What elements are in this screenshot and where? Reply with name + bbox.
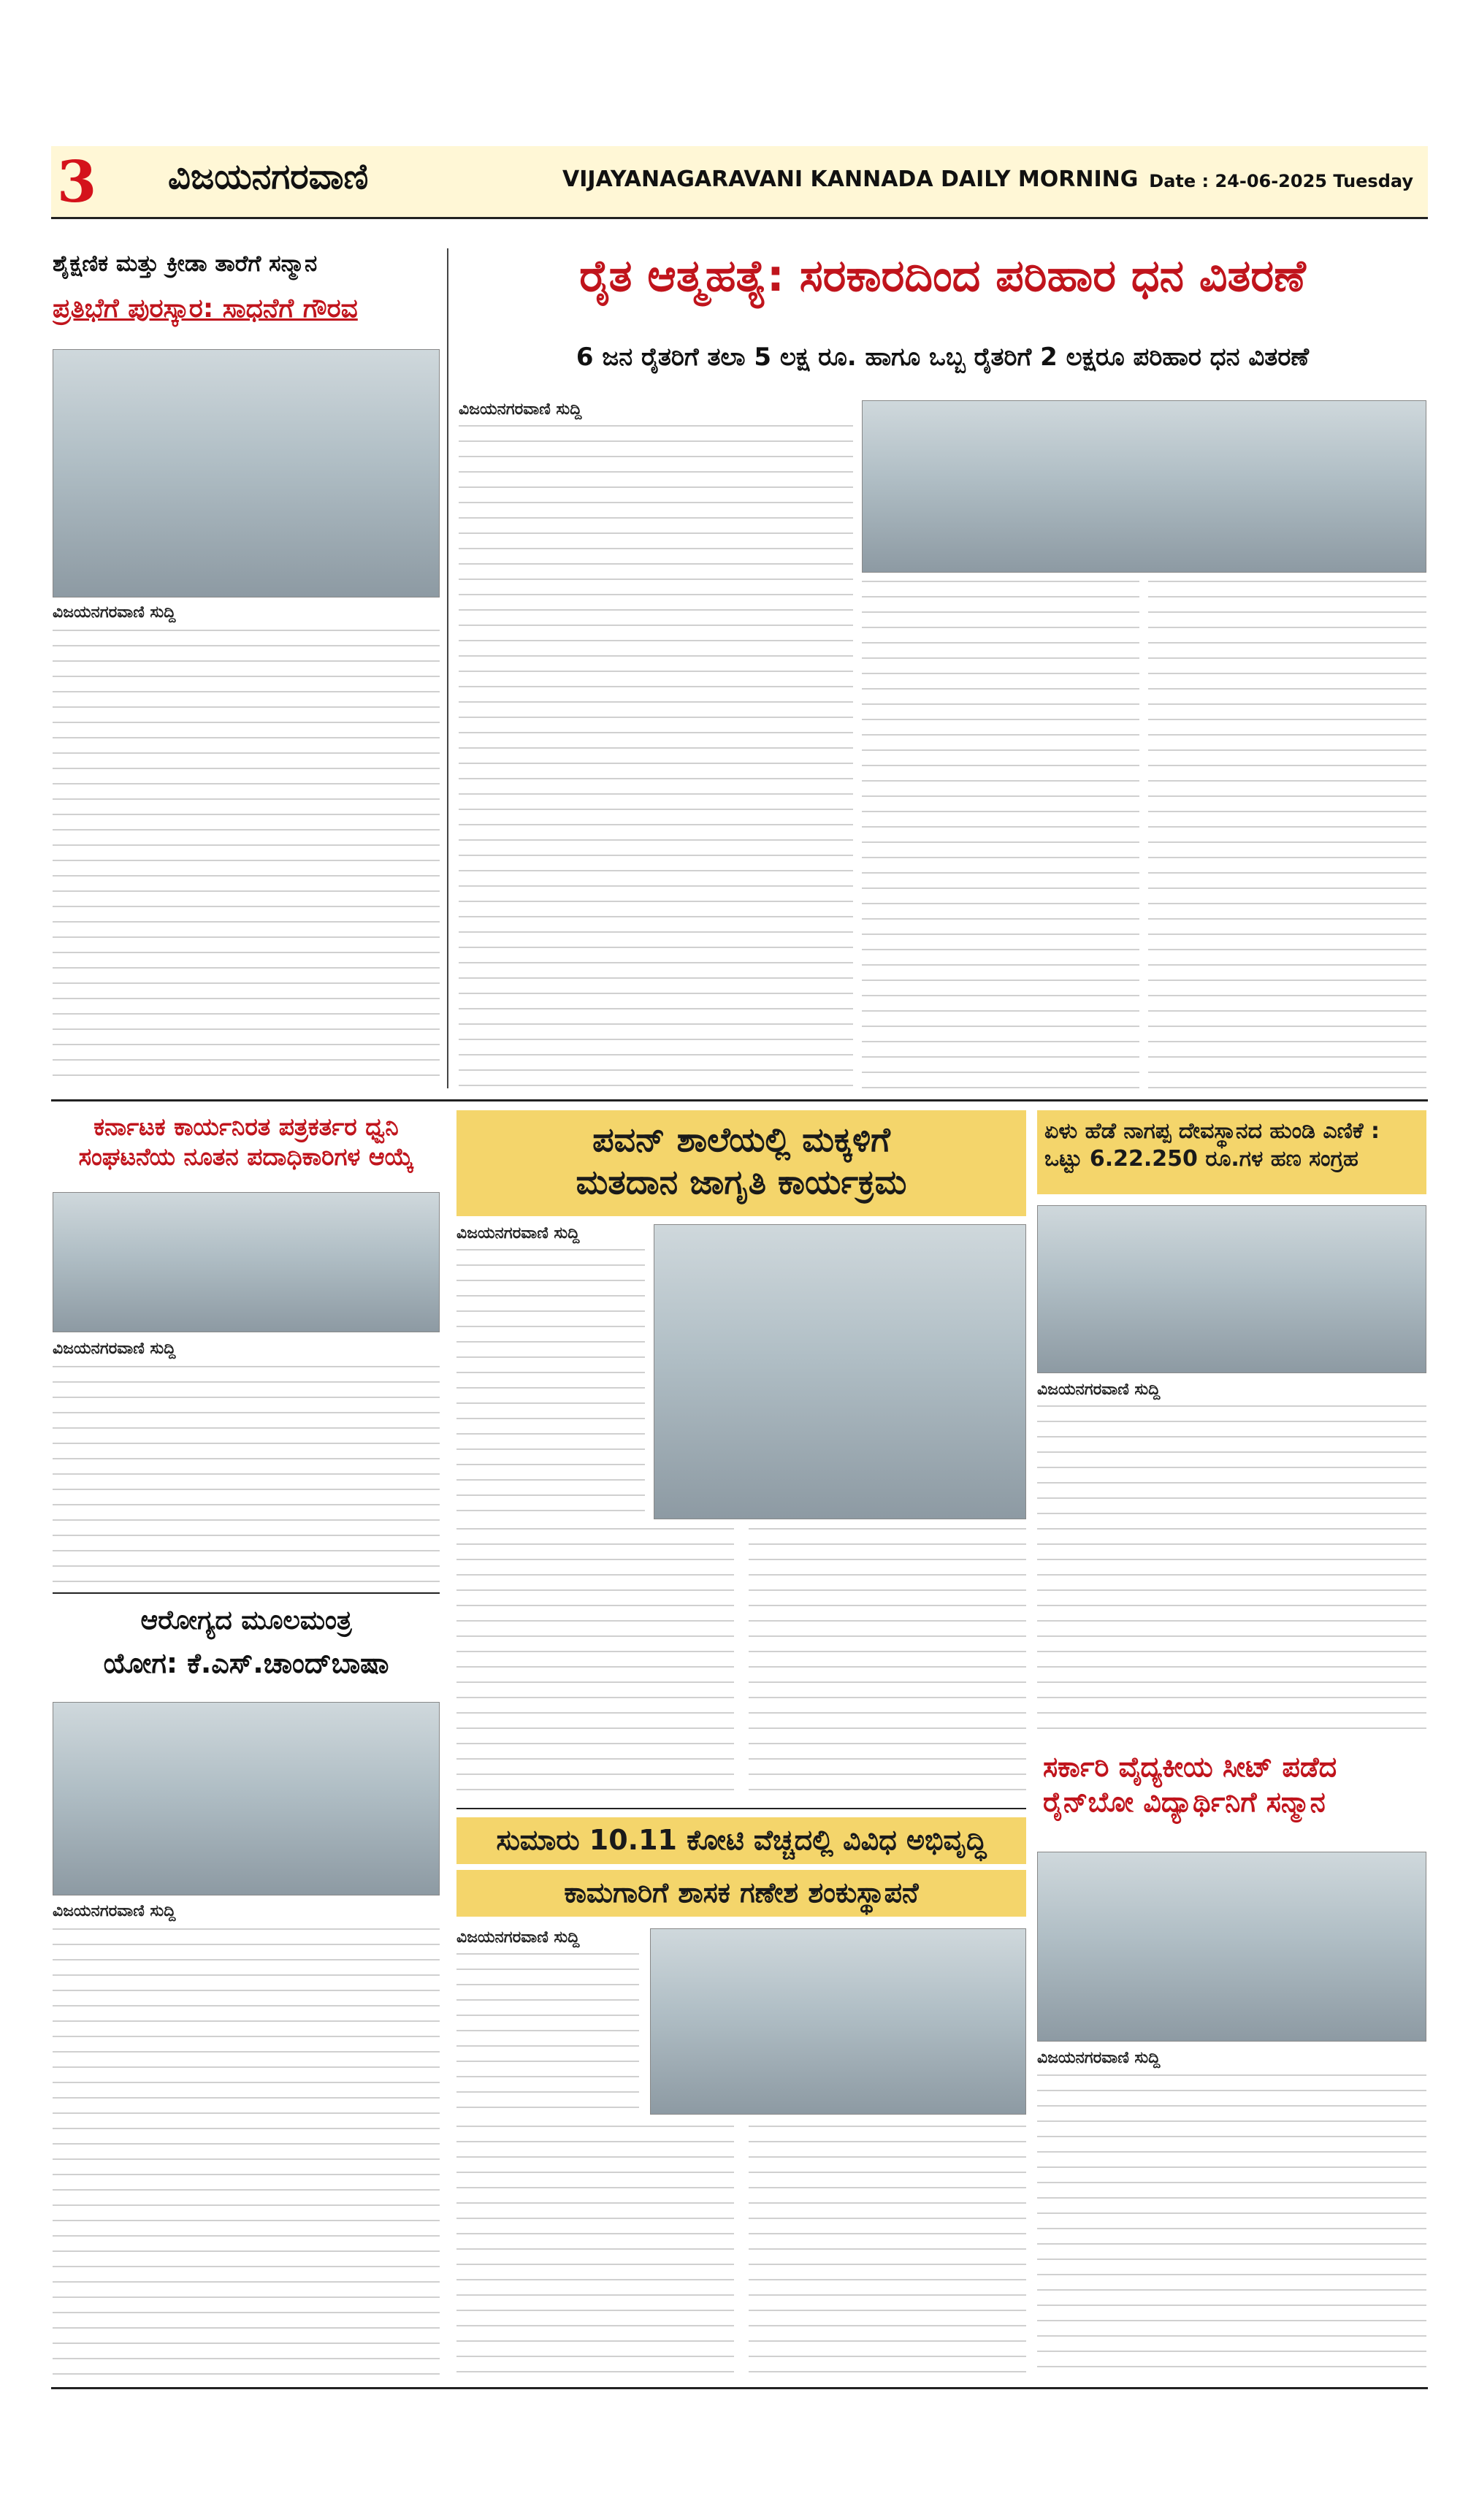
journalists-credit: ವಿಜಯನಗರವಾಣಿ ಸುದ್ದಿ xyxy=(53,1340,176,1358)
left-column-rule xyxy=(53,1592,440,1594)
masthead xyxy=(51,146,1428,219)
temple-headline: ಏಳು ಹೆಡೆ ನಾಗಪ್ಪ ದೇವಸ್ಥಾನದ ಹುಂಡಿ ಎಣಿಕೆ : ಒಟ್ಟು 6.22.250 ರೂ.ಗಳ ಹಣ ಸಂಗ್ರಹ xyxy=(1037,1110,1426,1194)
voting-photo xyxy=(654,1224,1026,1519)
voting-headline-line1: ಪವನ್ ಶಾಲೆಯಲ್ಲಿ ಮಕ್ಕಳಿಗೆ xyxy=(592,1120,890,1159)
awards-headline: ಪ್ರತಿಭೆಗೆ ಪುರಸ್ಕಾರ: ಸಾಧನೆಗೆ ಗೌರವ xyxy=(53,294,358,324)
yoga-headline-line2: ಯೋಗ: ಕೆ.ಎಸ್.ಚಾಂದ್‌ಬಾಷಾ xyxy=(103,1647,389,1679)
lead-body-col1 xyxy=(459,425,853,1097)
lead-credit: ವಿಜಯನಗರವಾಣಿ ಸುದ್ದಿ xyxy=(459,400,582,419)
lead-headline: ರೈತ ಆತ್ಮಹತ್ಯೆ: ಸರಕಾರದಿಂದ ಪರಿಹಾರ ಧನ ವಿತರಣೆ xyxy=(579,251,1306,302)
development-body-intro xyxy=(456,1953,639,2121)
center-column-rule xyxy=(456,1808,1026,1809)
journalists-photo xyxy=(53,1192,440,1332)
medical-headline-line2: ರೈನ್‌ಬೋ ವಿದ್ಯಾರ್ಥಿನಿಗೆ ಸನ್ಮಾನ xyxy=(1043,1785,1326,1818)
medical-headline xyxy=(1037,1750,1426,1845)
temple-body xyxy=(1037,1405,1426,1736)
awards-credit: ವಿಜಯನಗರವಾಣಿ ಸುದ್ದಿ xyxy=(53,603,176,622)
medical-headline-line1: ಸರ್ಕಾರಿ ವೈದ್ಯಕೀಯ ಸೀಟ್ ಪಡೆದ xyxy=(1043,1751,1337,1783)
yoga-credit: ವಿಜಯನಗರವಾಣಿ ಸುದ್ದಿ xyxy=(53,1902,176,1920)
development-photo xyxy=(650,1928,1026,2115)
yoga-body xyxy=(53,1928,440,2381)
development-credit: ವಿಜಯನಗರವಾಣಿ ಸುದ್ದಿ xyxy=(456,1928,580,1947)
awards-kicker: ಶೈಕ್ಷಣಿಕ ಮತ್ತು ಕ್ರೀಡಾ ತಾರೆಗೆ ಸನ್ಮಾನ xyxy=(53,251,318,277)
newspaper-name-kannada: ವಿಜಯನಗರವಾಣಿ xyxy=(168,156,369,197)
yoga-photo xyxy=(53,1702,440,1895)
section-rule xyxy=(51,1099,1428,1101)
journalists-body xyxy=(53,1366,440,1585)
temple-photo xyxy=(1037,1205,1426,1373)
awards-photo xyxy=(53,349,440,597)
lead-body-col3 xyxy=(1148,581,1426,1097)
newspaper-name-english: VIJAYANAGARAVANI KANNADA DAILY MORNING xyxy=(562,167,1139,192)
development-body-col1 xyxy=(456,2126,734,2381)
development-body-col2 xyxy=(749,2126,1026,2381)
temple-credit: ವಿಜಯನಗರವಾಣಿ ಸುದ್ದಿ xyxy=(1037,1381,1161,1399)
medical-body xyxy=(1037,2074,1426,2381)
voting-headline-banner xyxy=(456,1110,1026,1216)
voting-headline-line2: ಮತದಾನ ಜಾಗೃತಿ ಕಾರ್ಯಕ್ರಮ xyxy=(576,1161,907,1202)
voting-body-col2 xyxy=(749,1528,1026,1798)
development-headline-line1: ಸುಮಾರು 10.11 ಕೋಟಿ ವೆಚ್ಚದಲ್ಲಿ ವಿವಿಧ ಅಭಿವೃದ್ಧಿ xyxy=(456,1817,1026,1864)
journalists-headline: ಕರ್ನಾಟಕ ಕಾರ್ಯನಿರತ ಪತ್ರಕರ್ತರ ಧ್ವನಿ ಸಂಘಟನೆಯ ನೂತನ ಪದಾಧಿಕಾರಿಗಳ ಆಯ್ಕೆ xyxy=(78,1112,414,1172)
development-headline-line2: ಕಾಮಗಾರಿಗೆ ಶಾಸಕ ಗಣೇಶ ಶಂಕುಸ್ಥಾಪನೆ xyxy=(456,1870,1026,1917)
column-divider xyxy=(447,248,448,1088)
yoga-headline-line1: ಆರೋಗ್ಯದ ಮೂಲಮಂತ್ರ xyxy=(140,1605,352,1635)
voting-body-col1 xyxy=(456,1528,734,1798)
medical-photo xyxy=(1037,1852,1426,2042)
lead-photo xyxy=(862,400,1426,573)
lead-body-col2 xyxy=(862,581,1139,1097)
voting-body-intro xyxy=(456,1249,645,1519)
voting-credit: ವಿಜಯನಗರವಾಣಿ ಸುದ್ದಿ xyxy=(456,1224,580,1242)
awards-body xyxy=(53,630,440,1090)
medical-credit: ವಿಜಯನಗರವಾಣಿ ಸುದ್ದಿ xyxy=(1037,2049,1161,2067)
page-bottom-rule xyxy=(51,2387,1428,2389)
lead-subheadline: 6 ಜನ ರೈತರಿಗೆ ತಲಾ 5 ಲಕ್ಷ ರೂ. ಹಾಗೂ ಒಬ್ಬ ರೈತರಿಗೆ 2 ಲಕ್ಷರೂ ಪರಿಹಾರ ಧನ ವಿತರಣೆ xyxy=(576,343,1310,372)
page-number: 3 xyxy=(57,149,97,215)
issue-date: Date : 24-06-2025 Tuesday xyxy=(1149,171,1413,191)
